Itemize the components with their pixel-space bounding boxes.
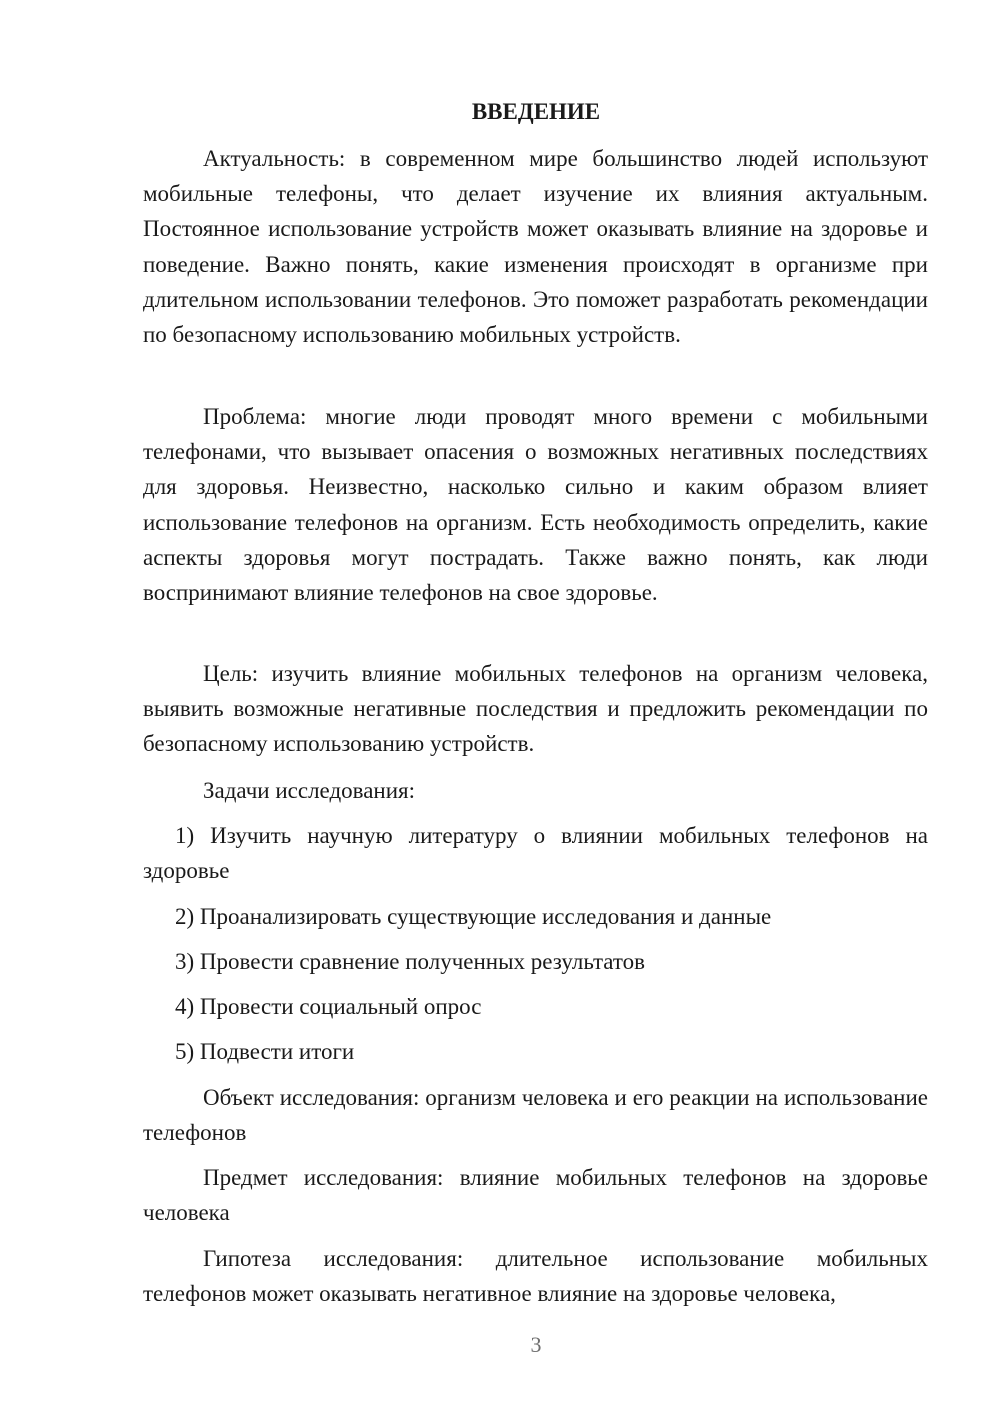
paragraph-hypothesis: Гипотеза исследования: длительное использование мобильных телефонов может оказывать негативное влияние на здоровье человека, — [143, 1246, 928, 1307]
page-number: 3 — [530, 1332, 542, 1357]
tasks-heading: Задачи исследования: — [203, 778, 416, 803]
paragraph-subject: Предмет исследования: влияние мобильных телефонов на здоровье человека — [143, 1165, 928, 1226]
task-item-5: 5) Подвести итоги — [175, 1039, 355, 1064]
paragraph-goal: Цель: изучить влияние мобильных телефонов на организм человека, выявить возможные негативные последствия и предложить рекомендации по безопасному использованию устройств. — [143, 661, 928, 757]
paragraph-object: Объект исследования: организм человека и его реакции на использование телефонов — [143, 1085, 928, 1146]
paragraph-relevance: Актуальность: в современном мире большинство людей используют мобильные телефоны, что делает изучение их влияния актуальным. Постоянное использование устройств может оказывать влияние на здоровье и поведение. Важно понять, какие изменения происходят в организме при длительном использовании телефонов. Это поможет разработать рекомендации по безопасному использованию мобильных устройств. — [143, 146, 928, 348]
paragraph-problem: Проблема: многие люди проводят много времени с мобильными телефонами, что вызывает опасения о возможных негативных последствиях для здоровья. Неизвестно, насколько сильно и каким образом влияет использование телефонов на организм. Есть необходимость определить, какие аспекты здоровья могут пострадать. Также важно понять, как люди воспринимают влияние телефонов на свое здоровье. — [143, 404, 928, 606]
task-item-2: 2) Проанализировать существующие исследования и данные — [175, 904, 772, 929]
task-item-3: 3) Провести сравнение полученных результатов — [175, 949, 646, 974]
page-title: ВВЕДЕНИЕ — [471, 99, 601, 124]
task-item-1: 1) Изучить научную литературу о влиянии мобильных телефонов на здоровье — [143, 823, 928, 884]
task-item-4: 4) Провести социальный опрос — [175, 994, 482, 1019]
